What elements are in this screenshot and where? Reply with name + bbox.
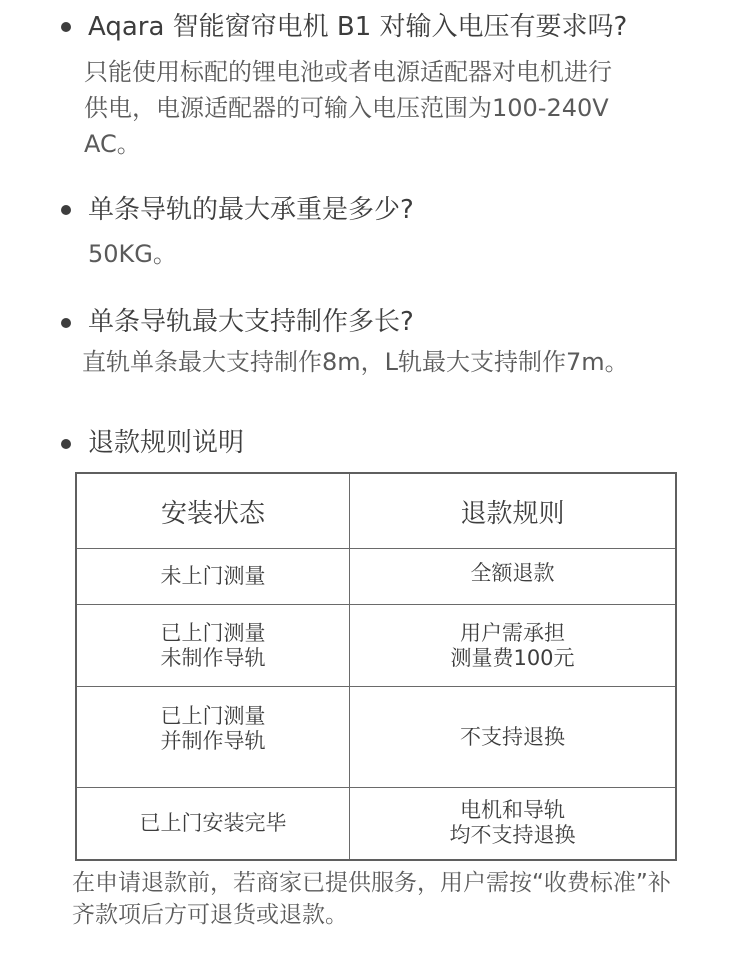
- refund-note: 在申请退款前，若商家已提供服务，用户需按“收费标准”补齐款项后方可退货或退款。: [72, 870, 671, 928]
- faq-answer-3: 直轨单条最大支持制作8m，L轨最大支持制作7m。: [82, 348, 629, 376]
- faq-question-3: 单条导轨最大支持制作多长?: [88, 307, 414, 337]
- cell-text: 并制作导轨: [160, 729, 266, 753]
- bullet-icon: [61, 205, 71, 215]
- cell-state: [76, 788, 350, 860]
- faq-question-1: Aqara 智能窗帘电机 B1 对输入电压有要求吗?: [88, 12, 628, 42]
- bullet-icon: [61, 22, 71, 32]
- cell-text: 未上门测量: [160, 564, 266, 588]
- cell-rule: [350, 549, 677, 605]
- cell-text: 用户需承担: [460, 620, 565, 645]
- cell-state: [76, 687, 350, 788]
- faq-answer-1-line-3: AC。: [84, 130, 141, 158]
- faq-question-2: 单条导轨的最大承重是多少?: [88, 195, 414, 225]
- refund-heading: 退款规则说明: [88, 428, 245, 458]
- cell-text: 已上门安装完毕: [139, 810, 287, 835]
- cell-text: 全额退款: [470, 561, 555, 585]
- cell-text: 电机和导轨: [460, 798, 565, 823]
- cell-text: 已上门测量: [160, 704, 266, 728]
- cell-state: [76, 605, 350, 687]
- cell-rule: [350, 687, 677, 788]
- table-row: [76, 788, 676, 860]
- bullet-icon: [61, 439, 71, 449]
- header-install-state: 安装状态: [76, 473, 350, 549]
- cell-text: 已上门测量: [160, 620, 266, 645]
- faq-answer-2: 50KG。: [88, 240, 177, 268]
- table-row: [76, 687, 676, 788]
- cell-text: 未制作导轨: [160, 645, 266, 670]
- table-row: [76, 549, 676, 605]
- cell-rule: [350, 788, 677, 860]
- table-row: [76, 605, 676, 687]
- cell-rule: [350, 605, 677, 687]
- cell-text: 测量费100元: [450, 645, 575, 670]
- refund-table: [75, 472, 677, 861]
- faq-answer-1-line-2: 供电，电源适配器的可输入电压范围为100-240V: [84, 94, 609, 122]
- bullet-icon: [61, 318, 71, 328]
- faq-answer-1-line-1: 只能使用标配的锂电池或者电源适配器对电机进行: [84, 58, 612, 86]
- header-refund-rule: 退款规则: [350, 473, 677, 549]
- cell-text: 均不支持退换: [449, 823, 576, 848]
- cell-text: 不支持退换: [460, 724, 565, 749]
- table-header-row: [76, 473, 676, 549]
- cell-state: [76, 549, 350, 605]
